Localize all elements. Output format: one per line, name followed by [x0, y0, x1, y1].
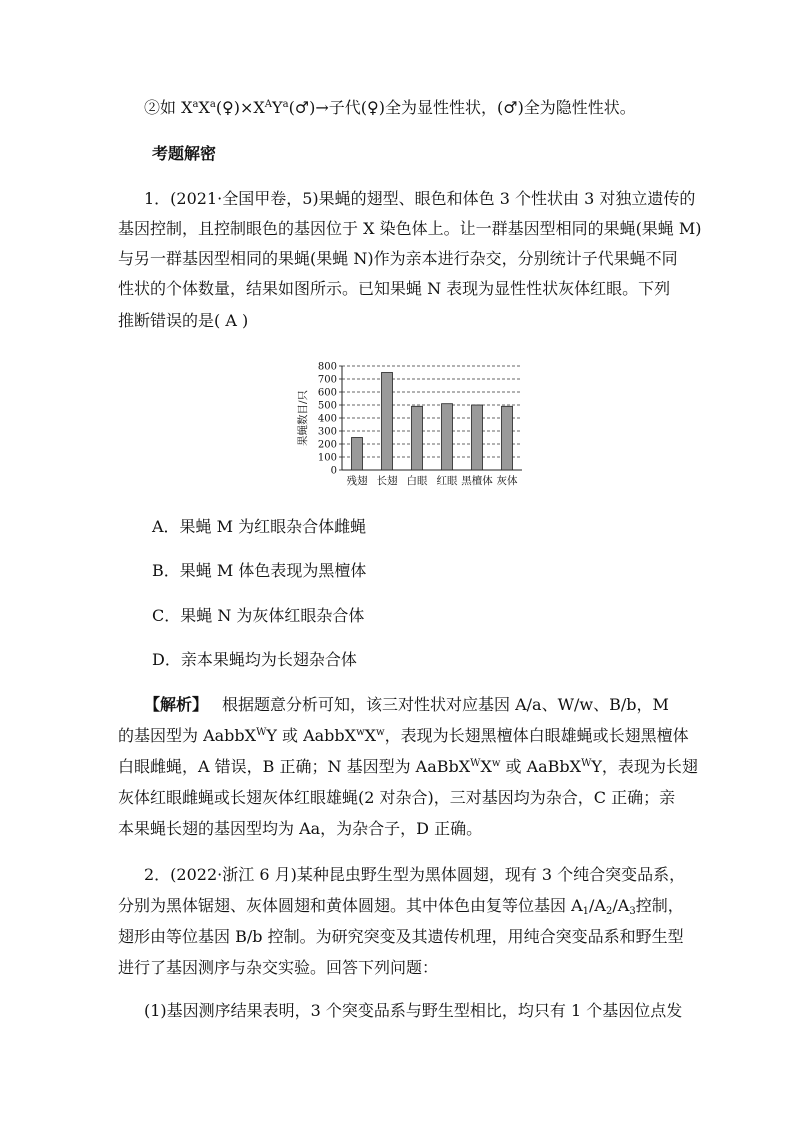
analysis-line-5: 本果蝇长翅的基因型均为 Aa，为杂合子，D 正确。 — [118, 819, 483, 838]
analysis-label: 【解析】 — [144, 695, 209, 714]
y-tick-label: 0 — [330, 465, 337, 477]
question-1-line-4: 性状的个体数量，结果如图所示。已知果蝇 N 表现为显性性状灰体红眼。下列 — [118, 279, 671, 298]
question-1-line-5: 推断错误的是( A ) — [118, 311, 249, 330]
x-tick-label: 残翅 — [346, 475, 368, 487]
section-heading: 考题解密 — [152, 144, 217, 163]
analysis-line-4: 灰体红眼雌蝇或长翅灰体红眼雄蝇(2 对杂合)，三对基因均为杂合，C 正确；亲 — [118, 788, 676, 807]
question-2-line-4: 进行了基因测序与杂交实验。回答下列问题： — [118, 958, 439, 977]
genotype-example-line: ②如 $X^aX^a(♀)\times X^AY^a(♂)\to$子代(♀)全为显性性状，(♂)全为隐性性状。 — [144, 98, 636, 117]
option-d: D．亲本果蝇均为长翅杂合体 — [152, 650, 357, 669]
bar — [502, 406, 513, 470]
x-tick-label: 黑檀体 — [461, 475, 493, 487]
y-axis-label: 果蝇数目/只 — [297, 389, 309, 447]
y-tick-label: 600 — [317, 387, 337, 399]
question-2-line-1: 2．(2022·浙江 6 月)某种昆虫野生型为黑体圆翅，现有 3 个纯合突变品系， — [144, 865, 686, 884]
bar-chart — [296, 356, 528, 492]
bar — [382, 373, 393, 471]
question-1-line-3: 与另一群基因型相同的果蝇(果蝇 N)作为亲本进行杂交，分别统计子代果蝇不同 — [118, 249, 678, 268]
question-2-line-2: 分别为黑体锯翅、灰体圆翅和黄体圆翅。其中体色由复等位基因 $A_1/A_2/A_3$控制， — [118, 896, 684, 917]
question-2-line-3: 翅形由等位基因 B/b 控制。为研究突变及其遗传机理，用纯合突变品系和野生型 — [118, 927, 684, 946]
analysis-line-1: 【解析】 根据题意分析可知，该三对性状对应基因 A/a、W/w、B/b，M — [144, 695, 669, 714]
y-tick-label: 800 — [317, 361, 337, 373]
x-tick-label: 红眼 — [436, 475, 458, 487]
question-1-line-1: 1．(2021·全国甲卷，5)果蝇的翅型、眼色和体色 3 个性状由 3 对独立遗传的 — [144, 189, 696, 208]
option-a: A．果蝇 M 为红眼杂合体雌蝇 — [152, 517, 367, 536]
x-tick-label: 长翅 — [376, 475, 398, 487]
y-tick-label: 200 — [317, 439, 337, 451]
x-tick-label: 白眼 — [406, 475, 428, 487]
y-tick-label: 500 — [317, 400, 337, 412]
option-b: B．果蝇 M 体色表现为黑檀体 — [152, 561, 367, 580]
question-1-line-2: 基因控制，且控制眼色的基因位于 X 染色体上。让一群基因型相同的果蝇(果蝇 M) — [118, 219, 702, 238]
x-tick-label: 灰体 — [496, 475, 518, 487]
bar — [442, 404, 453, 470]
y-tick-label: 300 — [317, 426, 337, 438]
bar — [472, 405, 483, 470]
bar — [412, 406, 423, 470]
option-c: C．果蝇 N 为灰体红眼杂合体 — [152, 606, 365, 625]
analysis-line-2: 的基因型为 AabbX$^W$Y 或 $AabbX^wX^w$，表现为长翅黑檀体白眼雄蝇或长翅黑檀体 — [118, 726, 689, 745]
y-tick-label: 100 — [317, 452, 337, 464]
question-2-line-5: (1)基因测序结果表明，3 个突变品系与野生型相比，均只有 1 个基因位点发 — [144, 1001, 683, 1020]
analysis-line-3: 白眼雌蝇，A 错误，B 正确；N 基因型为 $AaBbX^WX^w$ 或 AaBbX$^W$Y，表现为长翅 — [118, 757, 698, 776]
y-tick-label: 700 — [317, 374, 337, 386]
bar — [352, 438, 363, 471]
y-tick-label: 400 — [317, 413, 337, 425]
